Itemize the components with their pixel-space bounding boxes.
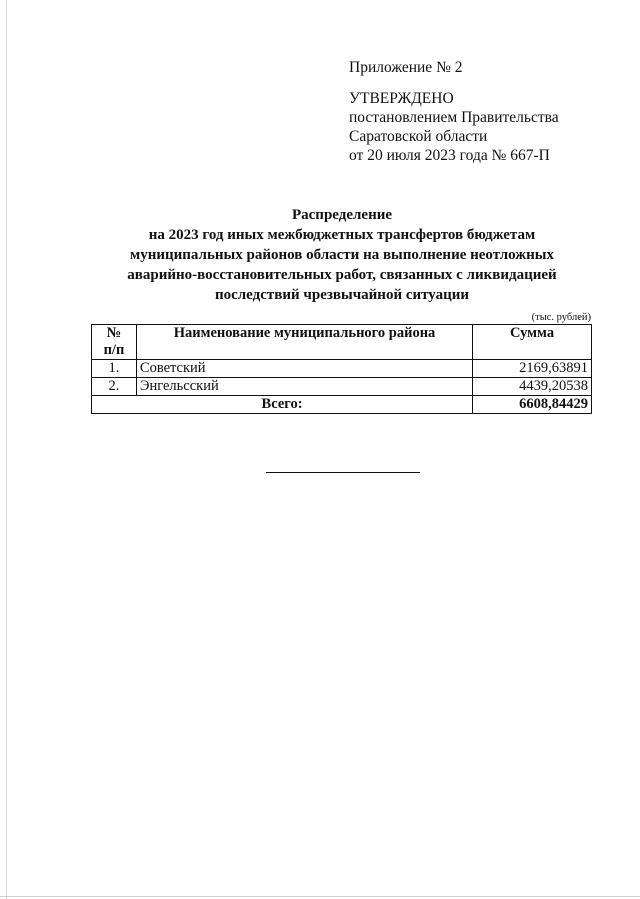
title-line-1: Распределение xyxy=(291,207,393,223)
table-header-row xyxy=(92,325,592,360)
header-sum: Сумма xyxy=(473,325,592,360)
header-number xyxy=(92,325,137,360)
approval-block xyxy=(349,58,559,165)
row-number: 2. xyxy=(92,378,137,396)
allocation-table xyxy=(91,324,592,414)
title-line-3: муниципальных районов области на выполнение неотложных xyxy=(129,247,554,263)
row-sum: 4439,20538 xyxy=(473,378,592,396)
table-row xyxy=(92,378,592,396)
approved-by-line-3: от 20 июля 2023 года № 667-П xyxy=(349,147,550,164)
header-district-name: Наименование муниципального района xyxy=(136,325,472,360)
scan-edge-line xyxy=(6,0,7,899)
approved-by-line-1: постановлением Правительства xyxy=(349,109,559,126)
table-row xyxy=(92,360,592,378)
row-district-name: Энгельсский xyxy=(136,378,472,396)
header-number-line-2: п/п xyxy=(103,342,125,358)
approved-heading: УТВЕРЖДЕНО xyxy=(349,90,454,107)
title-line-5: последствий чрезвычайной ситуации xyxy=(214,287,470,303)
row-number: 1. xyxy=(92,360,137,378)
scan-bottom-line xyxy=(0,896,640,897)
total-row xyxy=(92,396,592,414)
document-title xyxy=(96,205,588,305)
units-label: (тыс. рублей) xyxy=(531,312,591,323)
total-sum: 6608,84429 xyxy=(473,396,592,414)
annex-number: Приложение № 2 xyxy=(349,59,463,76)
total-label: Всего: xyxy=(92,396,473,414)
closing-rule xyxy=(266,472,420,473)
header-number-line-1: № xyxy=(106,325,122,341)
title-line-2: на 2023 год иных межбюджетных трансфертов бюджетам xyxy=(148,227,536,243)
row-sum: 2169,63891 xyxy=(473,360,592,378)
title-line-4: аварийно-восстановительных работ, связанных с ликвидацией xyxy=(127,267,557,283)
approved-by-line-2: Саратовской области xyxy=(349,128,488,145)
row-district-name: Советский xyxy=(136,360,472,378)
